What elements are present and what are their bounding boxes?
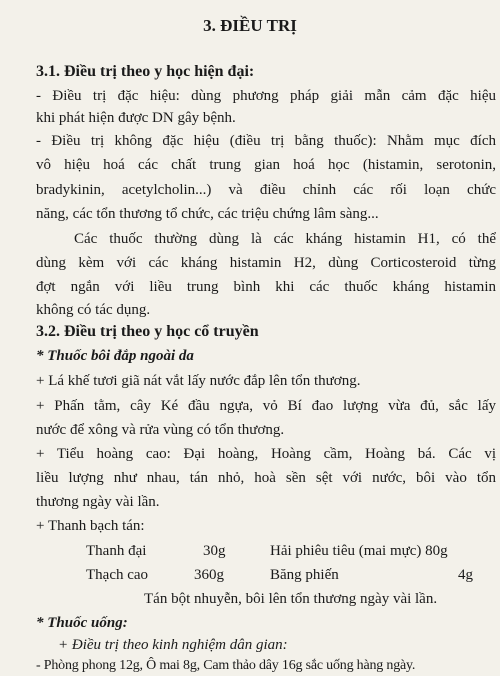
- list-item: - Phòng phong 12g, Ô mai 8g, Cam thảo dây 16g sắc uống hàng ngày.: [36, 658, 416, 673]
- subheading-topical: * Thuốc bôi đắp ngoài da: [36, 348, 194, 364]
- paragraph-line: dùng kèm với các kháng histamin H2, dùng Corticosteroid từng: [36, 255, 496, 271]
- paragraph-line: vô hiệu hoá các chất trung gian hoá học (histamin, serotonin,: [36, 157, 496, 173]
- subheading-folk: + Điều trị theo kinh nghiệm dân gian:: [58, 637, 288, 653]
- ingredient-name: Hải phiêu tiêu (mai mực) 80g: [270, 543, 448, 559]
- ingredient-amount: 4g: [458, 567, 473, 583]
- paragraph-line: bradykinin, acetylcholin...) và điều chỉnh các rối loạn chức: [36, 182, 496, 198]
- ingredient-amount: 30g: [203, 543, 226, 559]
- list-item: + Phấn tằm, cây Ké đầu ngựa, vỏ Bí đao lượng vừa đủ, sắc lấy: [36, 398, 496, 414]
- list-item: nước để xông và rửa vùng có tổn thương.: [36, 422, 285, 438]
- list-item: liều lượng như nhau, tán nhỏ, hoà sền sệt với nước, bôi vào tổn: [36, 470, 496, 486]
- paragraph-line: - Điều trị đặc hiệu: dùng phương pháp giải mẫn cảm đặc hiệu: [36, 88, 496, 104]
- page-title: 3. ĐIỀU TRỊ: [203, 16, 297, 35]
- paragraph-line: đợt ngắn với liều trung bình khi các thuốc kháng histamin: [36, 279, 496, 295]
- preparation-note: Tán bột nhuyễn, bôi lên tổn thương ngày vài lần.: [144, 591, 438, 607]
- paragraph-line: - Điều trị không đặc hiệu (điều trị bằng thuốc): Nhằm mục đích: [36, 133, 496, 149]
- list-item: + Lá khế tươi giã nát vắt lấy nước đắp lên tổn thương.: [36, 373, 361, 389]
- list-item: + Thanh bạch tán:: [36, 518, 145, 534]
- paragraph-line: năng, các tổn thương tổ chức, các triệu chứng lâm sàng...: [36, 206, 379, 222]
- subheading-oral: * Thuốc uống:: [36, 615, 128, 631]
- section-heading-modern: 3.1. Điều trị theo y học hiện đại:: [36, 63, 255, 80]
- paragraph-line: Các thuốc thường dùng là các kháng histamin H1, có thể: [74, 231, 496, 247]
- section-heading-traditional: 3.2. Điều trị theo y học cổ truyền: [36, 323, 259, 340]
- paragraph-line: không có tác dụng.: [36, 302, 151, 318]
- ingredient-amount: 360g: [194, 567, 224, 583]
- list-item: thương ngày vài lần.: [36, 494, 160, 510]
- paragraph-line: khi phát hiện được DN gây bệnh.: [36, 110, 236, 126]
- ingredient-name: Thanh đại: [86, 543, 147, 559]
- list-item: + Tiểu hoàng cao: Đại hoàng, Hoàng cầm, Hoàng bá. Các vị: [36, 446, 496, 462]
- ingredient-name: Thạch cao: [86, 567, 149, 583]
- ingredient-name: Băng phiến: [270, 567, 339, 583]
